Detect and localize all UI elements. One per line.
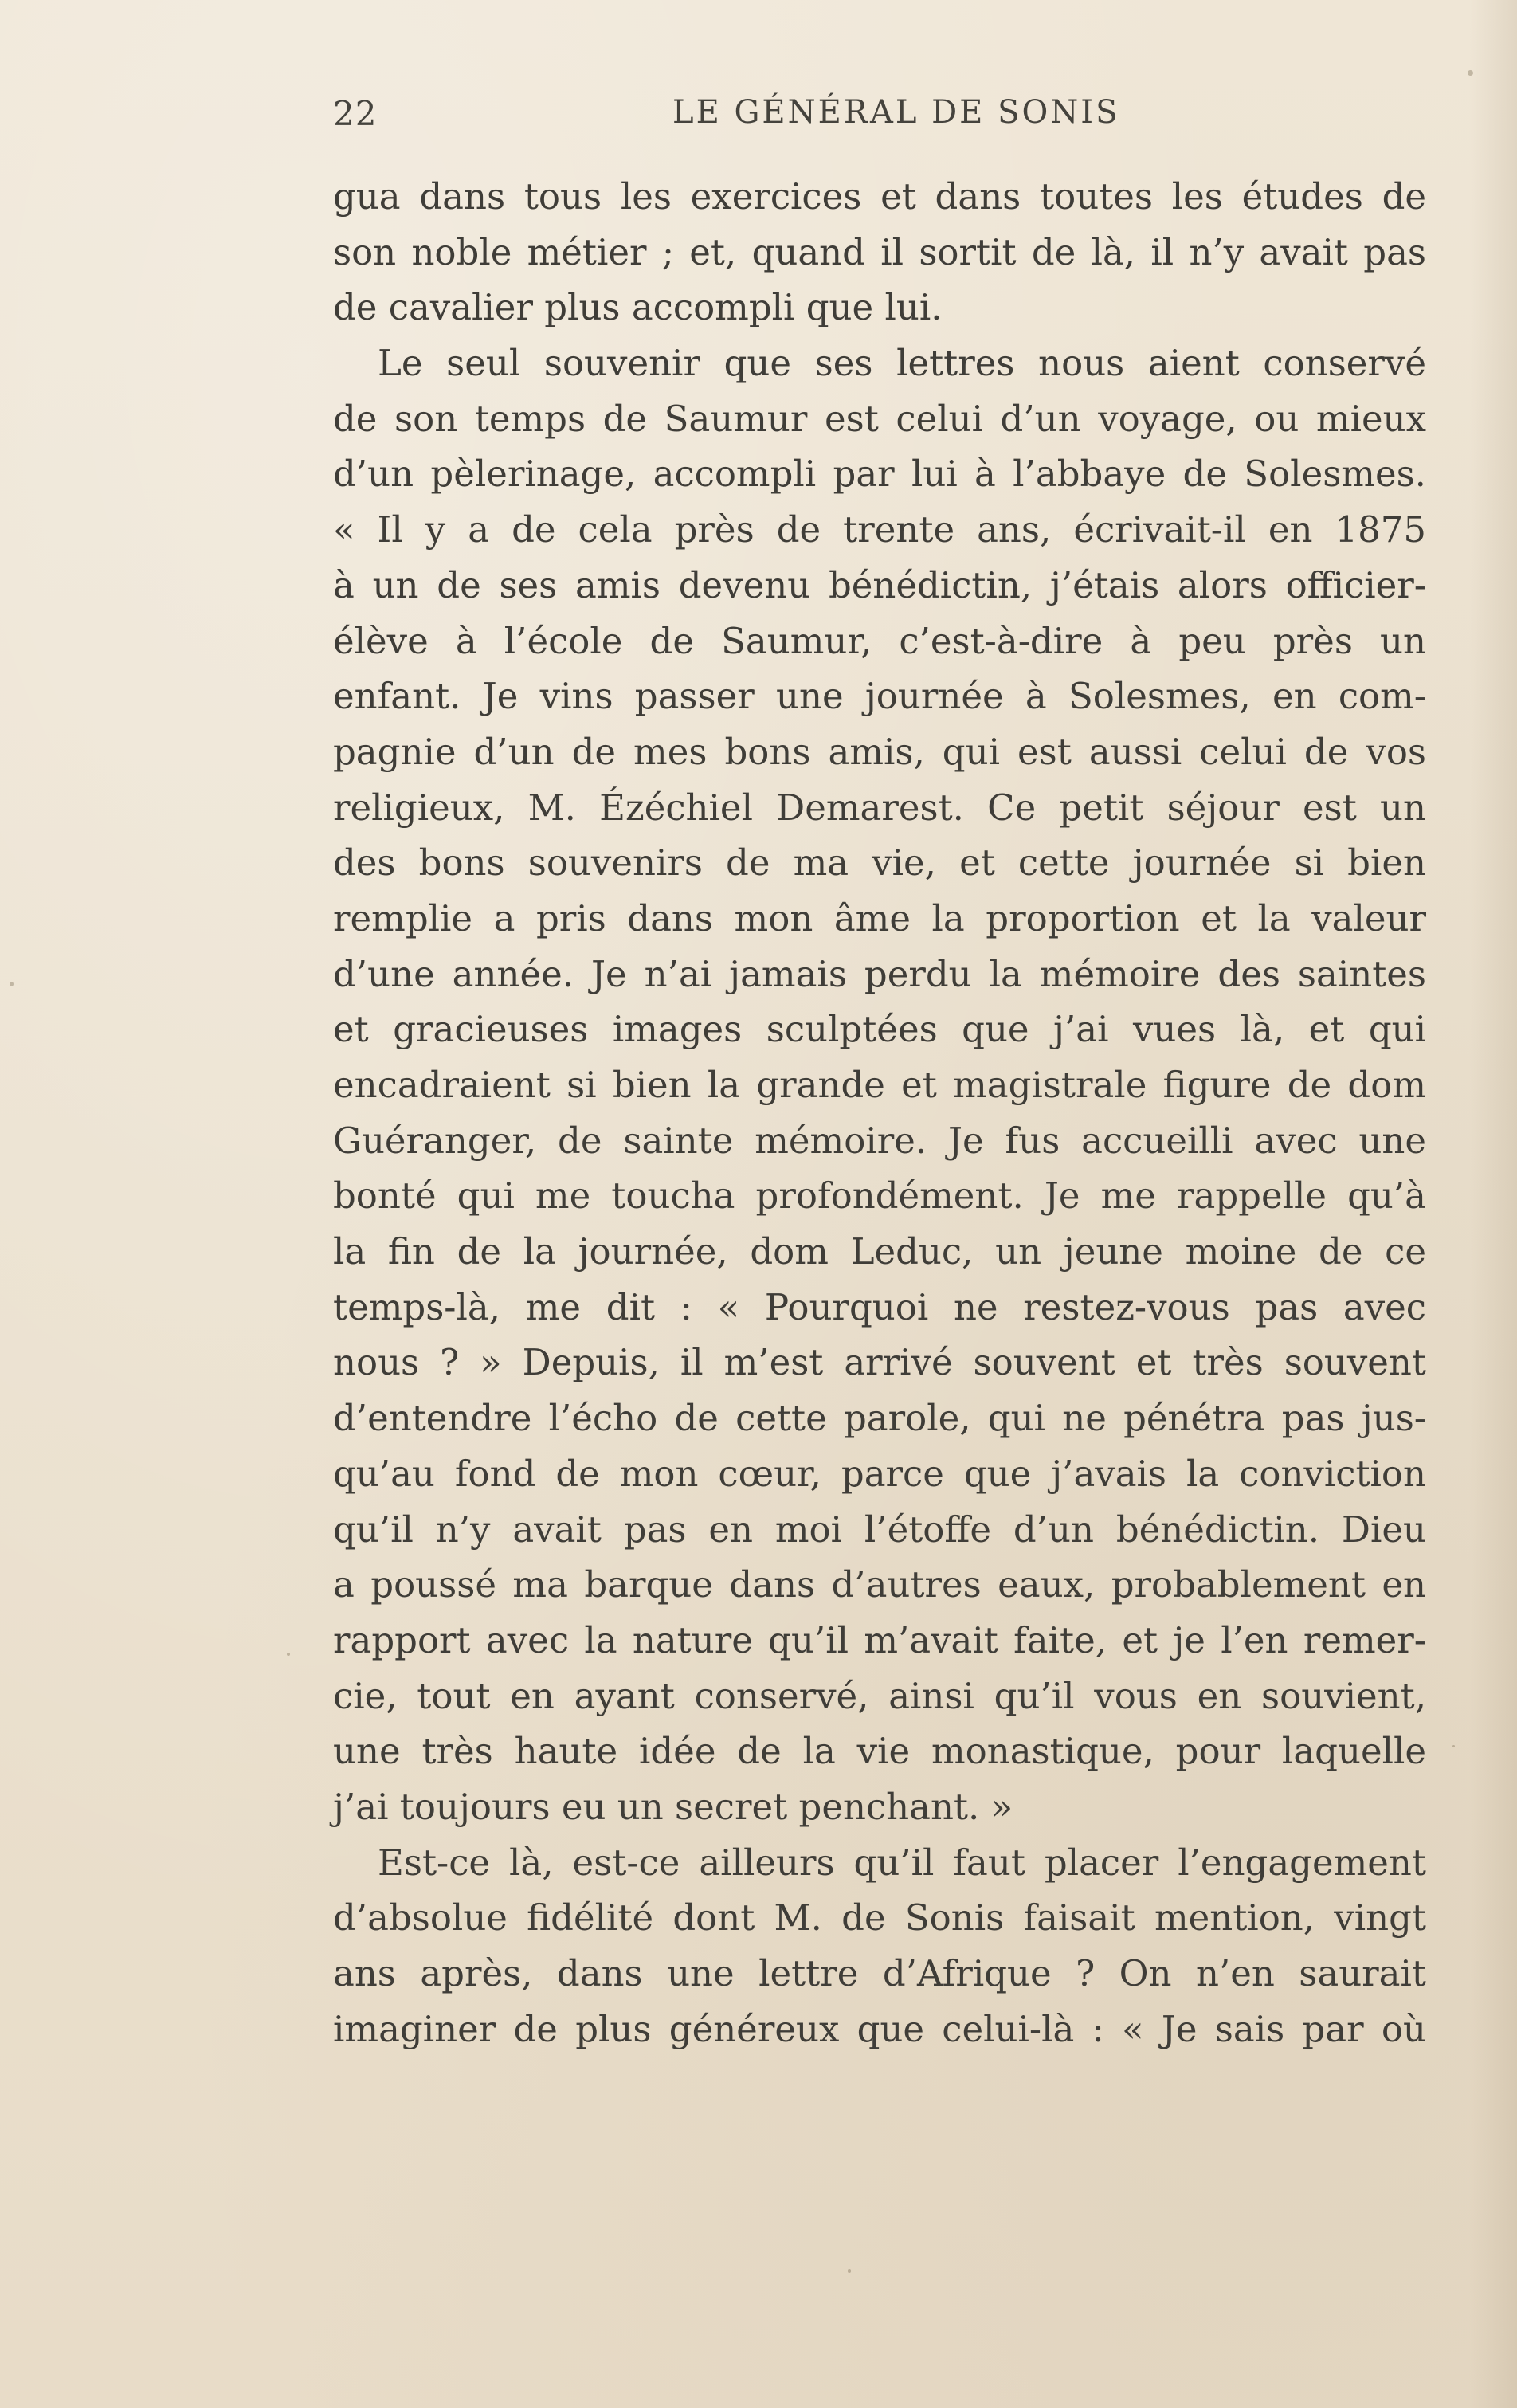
text-line: à un de ses amis devenu bénédictin, j’étais alors officier- xyxy=(333,563,1426,606)
text-line: a poussé ma barque dans d’autres eaux, probablement en xyxy=(333,1563,1426,1606)
running-head xyxy=(333,94,1425,142)
text-line: nous ? » Depuis, il m’est arrivé souvent et très souvent xyxy=(333,1341,1426,1384)
text-line: ans après, dans une lettre d’Afrique ? On n’en saurait xyxy=(333,1952,1426,1994)
speck xyxy=(10,982,14,986)
text-line: « Il y a de cela près de trente ans, écrivait-il en 1875 xyxy=(333,508,1426,551)
text-line: élève à l’école de Saumur, c’est-à-dire à peu près un xyxy=(333,619,1426,662)
text-line: gua dans tous les exercices et dans toutes les études de xyxy=(333,175,1426,218)
text-line: et gracieuses images sculptées que j’ai vues là, et qui xyxy=(333,1008,1426,1051)
text-line: de cavalier plus accompli que lui. xyxy=(333,286,943,329)
text-line: cie, tout en ayant conservé, ainsi qu’il vous en souvient, xyxy=(333,1674,1426,1717)
text-line: religieux, M. Ézéchiel Demarest. Ce petit séjour est un xyxy=(333,786,1426,829)
speck xyxy=(1468,70,1473,76)
text-line: d’entendre l’écho de cette parole, qui ne pénétra pas jus- xyxy=(333,1397,1426,1440)
text-line: rapport avec la nature qu’il m’avait faite, et je l’en remer- xyxy=(333,1618,1426,1661)
text-line: la fin de la journée, dom Leduc, un jeune moine de ce xyxy=(333,1230,1426,1273)
text-line: son noble métier ; et, quand il sortit de là, il n’y avait pas xyxy=(333,230,1426,273)
page-number: 22 xyxy=(333,94,378,133)
text-line: Est-ce là, est-ce ailleurs qu’il faut placer l’engagement xyxy=(378,1841,1426,1884)
text-line: j’ai toujours eu un secret penchant. » xyxy=(333,1785,1013,1828)
text-line: imaginer de plus généreux que celui-là : « Je sais par où xyxy=(333,2007,1426,2050)
text-line: des bons souvenirs de ma vie, et cette journée si bien xyxy=(333,841,1426,884)
text-line: qu’au fond de mon cœur, parce que j’avais la conviction xyxy=(333,1452,1426,1495)
text-line: pagnie d’un de mes bons amis, qui est aussi celui de vos xyxy=(333,730,1426,773)
body-text xyxy=(333,169,1426,2057)
speck xyxy=(287,1653,290,1656)
speck xyxy=(1452,1745,1455,1747)
text-line: d’une année. Je n’ai jamais perdu la mémoire des saintes xyxy=(333,952,1426,995)
text-line: remplie a pris dans mon âme la proportion et la valeur xyxy=(333,896,1426,939)
text-line: Guéranger, de sainte mémoire. Je fus accueilli avec une xyxy=(333,1119,1426,1162)
text-line: d’un pèlerinage, accompli par lui à l’abbaye de Solesmes. xyxy=(333,453,1426,496)
text-line: encadraient si bien la grande et magistrale figure de dom xyxy=(333,1064,1426,1106)
text-line: d’absolue fidélité dont M. de Sonis faisait mention, vingt xyxy=(333,1896,1426,1939)
text-line: qu’il n’y avait pas en moi l’étoffe d’un bénédictin. Dieu xyxy=(333,1508,1426,1551)
running-title: LE GÉNÉRAL DE SONIS xyxy=(672,94,1120,131)
text-line: Le seul souvenir que ses lettres nous aient conservé xyxy=(378,342,1426,385)
page-edge-shadow xyxy=(1469,0,1517,2408)
text-line: enfant. Je vins passer une journée à Solesmes, en com- xyxy=(333,675,1426,718)
text-line: temps-là, me dit : « Pourquoi ne restez-vous pas avec xyxy=(333,1285,1426,1328)
text-line: de son temps de Saumur est celui d’un voyage, ou mieux xyxy=(333,397,1426,440)
speck xyxy=(848,2269,851,2273)
text-line: une très haute idée de la vie monastique, pour laquelle xyxy=(333,1730,1426,1773)
text-line: bonté qui me toucha profondément. Je me rappelle qu’à xyxy=(333,1175,1426,1218)
